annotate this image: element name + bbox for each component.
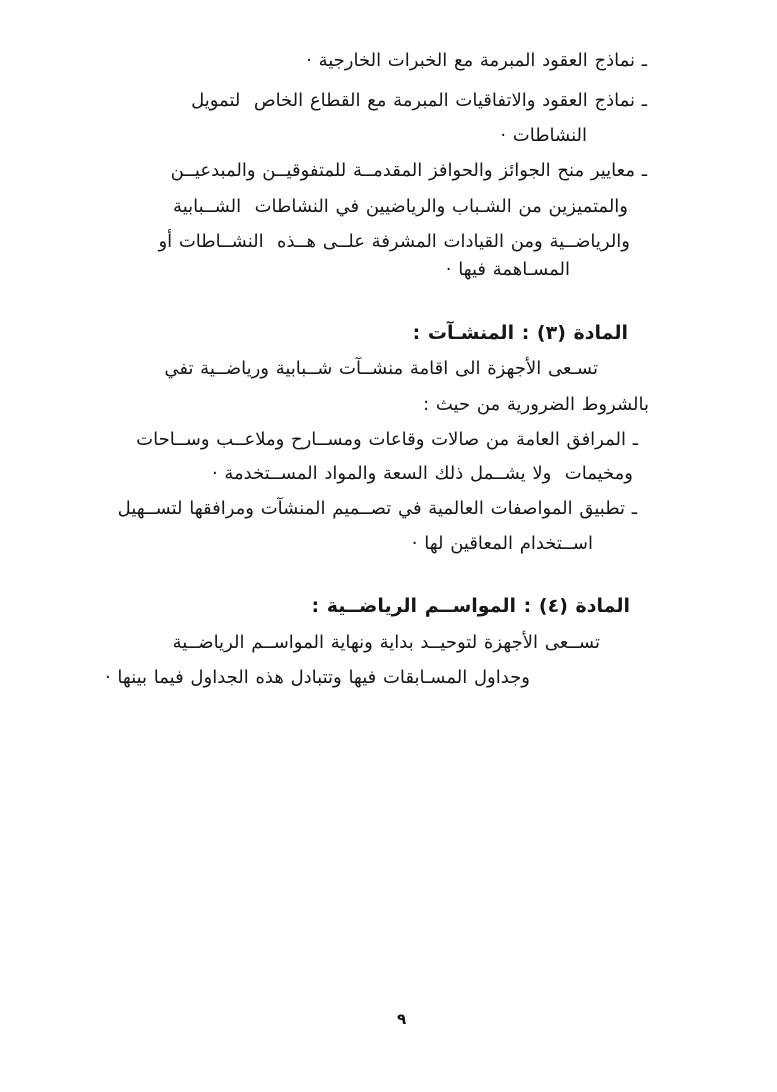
bullet-standards-l1: ـ تطبيق المواصفات العالمية في تصــميم المنشآت ومرافقها لتســهيل (117, 498, 637, 519)
page-number: ٩ (397, 1010, 407, 1028)
article-3-intro-l1: تسـعى الأجهزة الى اقامة منشــآت شــبابية ورياضــية تفي (164, 358, 598, 379)
bullet-contract-models-private-l2: النشاطات · (500, 125, 587, 146)
bullet-awards-criteria-l1: ـ معايير منح الجوائز والحوافز المقدمــة للمتفوقيــن والمبدعيــن (170, 160, 647, 181)
article-3-heading: المادة (٣) : المنشـآت : (412, 322, 628, 344)
bullet-awards-criteria-l4: المسـاهمة فيها · (445, 259, 570, 280)
bullet-standards-l2: اســتخدام المعاقين لها · (411, 533, 593, 554)
bullet-contract-models-private-l1: ـ نماذج العقود والاتفاقيات المبرمة مع القطاع الخاص لتمويل (191, 90, 647, 111)
article-4-intro-l1: تســعى الأجهزة لتوحيــد بداية ونهاية المواســم الرياضــية (172, 632, 600, 653)
bullet-facilities-l2: ومخيمات ولا يشــمل ذلك السعة والمواد المســتخدمة · (211, 463, 633, 484)
article-4-intro-l2: وجداول المسـابقات فيها وتتبادل هذه الجداول فيما بينها · (104, 667, 530, 688)
bullet-facilities-l1: ـ المرافق العامة من صالات وقاعات ومســارح وملاعــب وســاحات (136, 429, 638, 450)
bullet-contract-models-external: ـ نماذج العقود المبرمة مع الخبرات الخارجية · (306, 50, 647, 71)
article-3-intro-l2: بالشروط الضرورية من حيث : (423, 394, 649, 415)
bullet-awards-criteria-l2: والمتميزين من الشـباب والرياضيين في النشاطات الشــبابية (173, 196, 628, 217)
bullet-awards-criteria-l3: والرياضــية ومن القيادات المشرفة علــى هــذه النشــاطات أو (158, 231, 630, 252)
article-4-heading: المادة (٤) : المواســم الرياضــية : (311, 595, 630, 617)
